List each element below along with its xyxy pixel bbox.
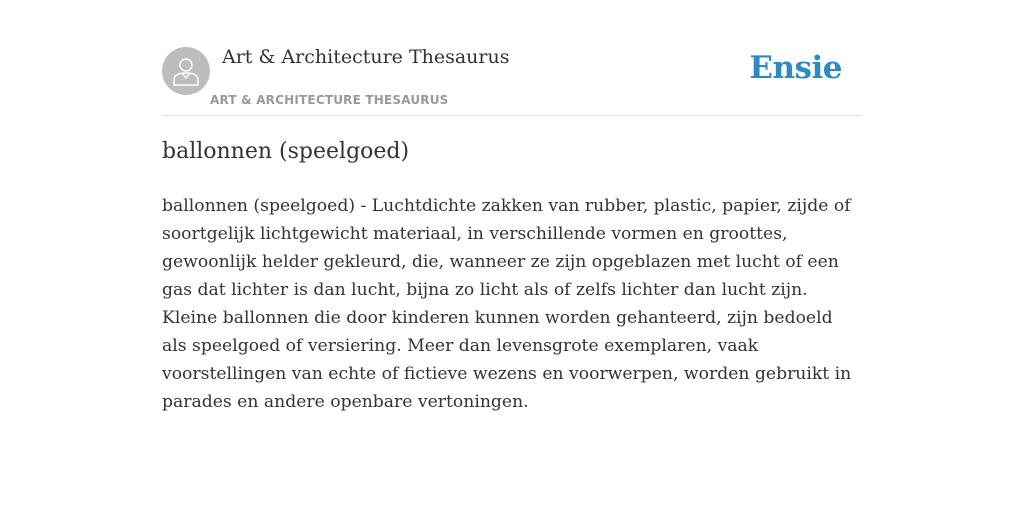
brand-logo[interactable]: Ensie [749, 50, 842, 86]
entry-title: ballonnen (speelgoed) [162, 139, 410, 164]
source-category-label[interactable]: ART & ARCHITECTURE THESAURUS [210, 93, 449, 107]
entry-definition: ballonnen (speelgoed) - Luchtdichte zakken van rubber, plastic, papier, zijde of soortgelijk lichtgewicht materiaal, in verschillende vormen en groottes, gewoonlijk helder gekleurd, die, wanneer ze zijn opgeblazen met lucht of een gas dat lichter is dan lucht, bijna zo licht als of zelfs lichter dan lucht zijn. Kleine ballonnen die door kinderen kunnen worden gehanteerd, zijn bedoeld als speelgoed of versiering. Meer dan levensgrote exemplaren, vaak voorstellingen van echte of fictieve wezens en voorwerpen, worden gebruikt in parades en andere openbare vertoningen. [162, 196, 852, 412]
user-silhouette-icon [172, 56, 200, 86]
source-avatar[interactable] [162, 47, 210, 95]
entry-header [162, 40, 862, 116]
source-name-link[interactable]: Art & Architecture Thesaurus [222, 46, 510, 68]
